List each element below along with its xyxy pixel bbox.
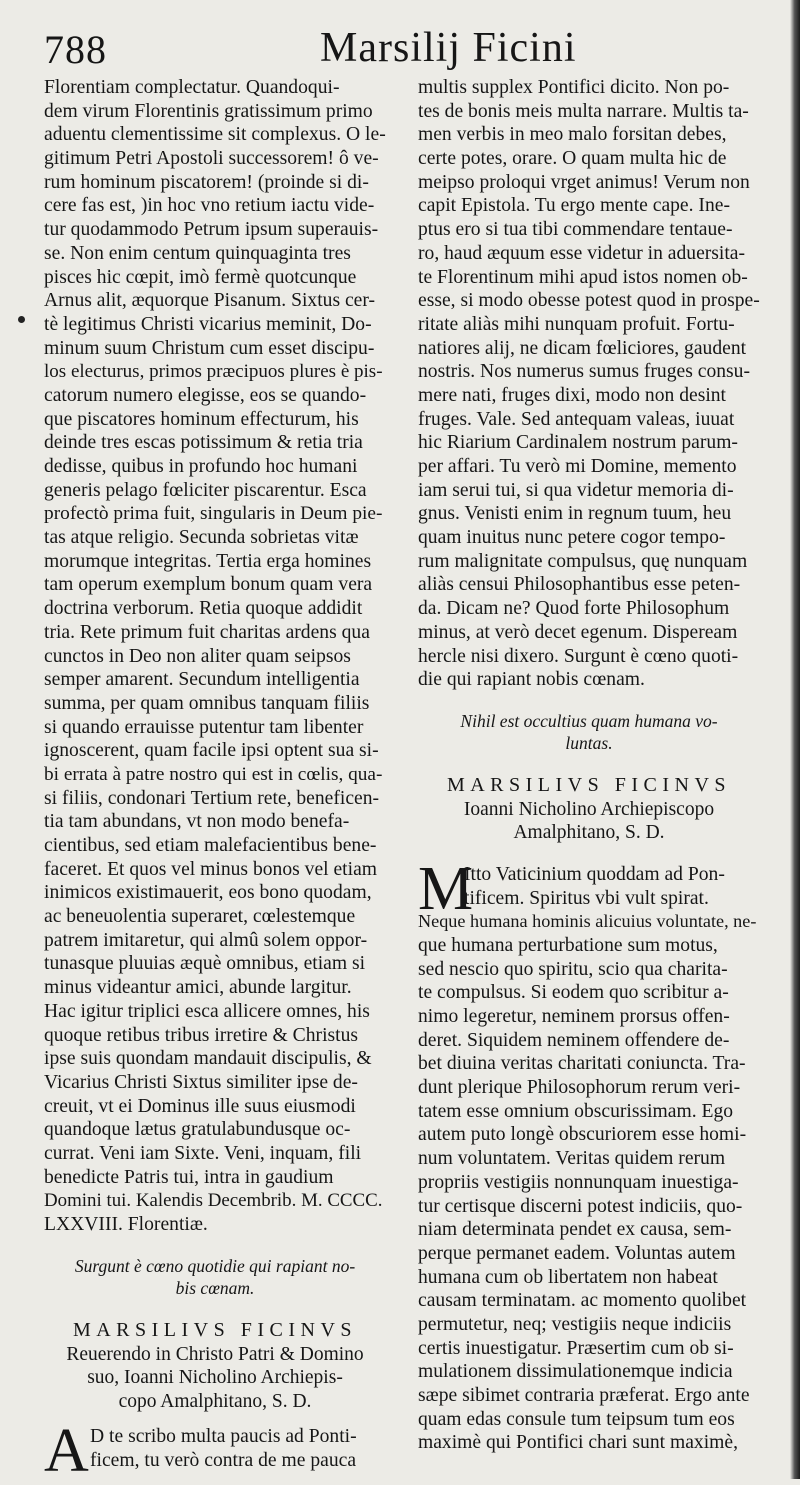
text-line: LXXVIII. Florentiæ.	[44, 1214, 208, 1235]
text-line: quam inuitus nunc petere cogor tempo-	[418, 527, 726, 549]
text-line: certis inuestigatur. Præsertim cum ob si-	[418, 1337, 734, 1359]
text-line: propriis vestigiis nonnunquam inuestiga-	[418, 1171, 739, 1193]
text-line: si quando errauisse putentur tam libenter	[44, 716, 364, 738]
address-line: Reuerendo in Christo Patri & Domino	[66, 1343, 364, 1365]
text-line: te Florentinum mihi apud istos nomen ob-	[418, 266, 748, 288]
text-line: faceret. Et quos vel minus bonos vel etiam	[44, 858, 378, 880]
text-line: generis pelago fœliciter piscarentur. Esca	[44, 479, 367, 501]
text-line: summa, per quam omnibus tanquam filiis	[44, 692, 370, 714]
text-line: Itto Vaticinium quoddam ad Pon-	[464, 863, 725, 885]
text-line: Neque humana hominis alicuius voluntate, ne-	[418, 911, 757, 932]
text-line: quam edas consule tum teipsum tum eos	[418, 1408, 735, 1430]
text-line: minus videantur amici, abunde largitur.	[44, 977, 352, 999]
spacer	[418, 692, 760, 710]
address-line: Amalphitano, S. D.	[513, 822, 665, 844]
text-line: autem puto longè obscuriorem esse homi-	[418, 1124, 747, 1146]
text-line: bet diuina veritas charitati coniuncta. Tra-	[418, 1053, 746, 1075]
text-line: hic Riarium Cardinalem nostrum parum-	[418, 432, 738, 454]
page-number: 788	[44, 27, 107, 72]
text-line: da. Dicam ne? Quod forte Philosophum	[418, 598, 730, 620]
address-line: suo, Ioanni Nicholino Archiepis-	[87, 1367, 343, 1389]
text-line: tur quodammodo Petrum ipsum superauis-	[44, 219, 379, 241]
running-head: Marsilij Ficini	[320, 25, 577, 71]
text-line: te compulsus. Si eodem quo scribitur a-	[418, 982, 729, 1004]
text-line: catorum numero elegisse, eos se quando-	[44, 384, 367, 406]
text-line: capit Epistola. Tu ergo mente cape. Ine-	[418, 195, 730, 217]
text-line: quoque retibus tribus irretire & Christus	[44, 1024, 358, 1046]
text-line: fruges. Vale. Sed antequam valeas, iuuat	[418, 408, 735, 430]
right-motto	[418, 710, 760, 754]
motto-line: Nihil est occultius quam humana vo-	[460, 710, 718, 731]
text-line: doctrina verborum. Retia quoque addidit	[44, 598, 363, 620]
text-line: tes de bonis meis multa narrare. Multis ta-	[418, 100, 749, 122]
left-column	[44, 76, 386, 1485]
text-line: currat. Veni iam Sixte. Veni, inquam, fili	[44, 1142, 362, 1164]
letter-opening	[418, 854, 760, 1455]
text-line: maximè qui Pontifici chari sunt maximè,	[418, 1432, 738, 1454]
text-line: tria. Rete primum fuit charitas ardens qua	[44, 621, 370, 643]
text-line: semper amarent. Secundum intelligentia	[44, 669, 360, 691]
text-line: causam terminatam. ac momento quolibet	[418, 1290, 747, 1312]
address-line: Ioanni Nicholino Archiepiscopo	[463, 798, 715, 820]
text-line: ptus ero si tua tibi commendare tentaue-	[418, 219, 733, 241]
text-line: morumque integritas. Tertia erga homines	[44, 550, 372, 572]
text-line: dem virum Florentinis gratissimum primo	[44, 100, 373, 122]
text-line: minum suum Christum cum esset discipu-	[44, 337, 375, 359]
text-line: que piscatores hominum effecturum, his	[44, 408, 359, 430]
text-line: pisces hic cœpit, imò fermè quotcunque	[44, 266, 357, 288]
text-line: ac beneuolentia superaret, cœlestemque	[44, 906, 356, 928]
text-line: nostris. Nos numerus sumus fruges consu-	[418, 361, 750, 383]
text-line: tam operum exemplum bonum quam vera	[44, 574, 373, 596]
text-line: creuit, vt ei Dominus ille suus eiusmodi	[44, 1095, 356, 1117]
page-edge-shadow	[790, 0, 800, 1479]
text-line: esse, si modo obesse potest quod in prospe-	[418, 290, 760, 312]
text-line: dunt plerique Philosophorum rerum veri-	[418, 1077, 741, 1099]
text-line: niam determinata pendet ex causa, sem-	[418, 1219, 732, 1241]
text-line: Hac igitur triplici esca allicere omnes, his	[44, 1000, 370, 1022]
text-line: minus, at verò decet egenum. Dispeream	[418, 621, 738, 643]
text-line: tunasque pluuias æquè omnibus, etiam si	[44, 953, 366, 975]
text-line: si filiis, condonari Tertium rete, beneficen-	[44, 787, 380, 809]
text-line: aduentu clementissime sit complexus. O le-	[44, 124, 386, 146]
text-line: die qui rapiant nobis cœnam.	[418, 669, 645, 691]
text-line: tè legitimus Christi vicarius meminit, Do-	[44, 313, 372, 335]
text-line: tas atque religio. Secunda sobrietas vitæ	[44, 527, 359, 549]
text-line: benedicte Patris tui, intra in gaudium	[44, 1166, 334, 1188]
text-line: se. Non enim centum quinquaginta tres	[44, 242, 351, 264]
text-line: Domini tui. Kalendis Decembrib. M. CCCC.	[44, 1190, 383, 1212]
text-line: bi errata à patre nostro qui est in cœlis, qua-	[44, 763, 383, 785]
letter-sender: MARSILIVS FICINVS	[72, 1318, 358, 1341]
text-line: cunctos in Deo non aliter quam seipsos	[44, 645, 351, 667]
letter-sender: MARSILIVS FICINVS	[446, 773, 732, 796]
drop-cap: A	[44, 1417, 89, 1485]
text-line: natiores alij, ne dicam fœliciores, gaudent	[418, 337, 747, 359]
text-line: tatem esse omnium obscurissimam. Ego	[418, 1100, 734, 1122]
text-line: ipse suis quondam mandauit discipulis, &	[44, 1048, 372, 1070]
text-line: deinde tres escas potissimum & retia tria	[44, 432, 363, 454]
text-line: inimicos existimauerit, eos bono quodam,	[44, 882, 372, 904]
text-line: cientibus, sed etiam malefacientibus bene-	[44, 835, 377, 856]
text-line: los electurus, primos præcipuos plures è pis-	[44, 361, 383, 383]
spacer	[418, 754, 760, 772]
text-line: cere fas est, )in hoc vno retium iactu vide-	[44, 195, 375, 217]
spacer	[44, 1299, 386, 1317]
text-line: nimo legeretur, neminem prorsus offen-	[418, 1006, 730, 1027]
motto-line: luntas.	[565, 732, 613, 753]
letter-opening	[44, 1417, 386, 1485]
left-motto	[44, 1255, 386, 1299]
address-line: copo Amalphitano, S. D.	[118, 1390, 312, 1412]
drop-cap: M	[418, 854, 474, 923]
left-body-text	[44, 76, 386, 1237]
motto-line: bis cœnam.	[175, 1277, 255, 1298]
text-line: patrem imitaretur, qui almû solem oppor-	[44, 929, 368, 951]
text-line: D te scribo multa paucis ad Ponti-	[90, 1426, 357, 1448]
text-line: num voluntatem. Veritas quidem rerum	[418, 1148, 726, 1170]
motto-line: Surgunt è cœno quotidie qui rapiant no-	[74, 1255, 356, 1276]
text-line: quandoque lætus gratulabundusque oc-	[44, 1119, 351, 1141]
text-line: rum hominum piscatorem! (proinde si di-	[44, 171, 369, 193]
text-line: sed nescio quo spiritu, scio qua charita-	[418, 958, 728, 980]
text-line: humana cum ob libertatem non habeat	[418, 1266, 718, 1288]
text-line: Florentiam complectatur. Quandoqui-	[44, 77, 340, 98]
text-line: sæpe sibimet contraria præferat. Ergo ante	[418, 1385, 750, 1406]
text-line: rum malignitate compulsus, quę nunquam	[418, 550, 748, 572]
text-line: ritate aliàs mihi nunquam profuit. Fortu-	[418, 313, 735, 335]
text-line: mulationem dissimulationemque indicia	[418, 1361, 733, 1383]
text-line: iam serui tui, si qua videtur memoria di-	[418, 479, 734, 501]
text-line: mere nati, fruges dixi, modo non desint	[418, 384, 726, 406]
text-line: multis supplex Pontifici dicito. Non po-	[418, 77, 730, 98]
text-line: tur certisque discerni potest indiciis, quo-	[418, 1195, 743, 1217]
text-line: ro, haud æquum esse videtur in aduersita-	[418, 242, 746, 264]
text-line: certe potes, orare. O quam multa hic de	[418, 148, 727, 170]
right-column	[418, 76, 760, 1455]
spacer	[44, 1413, 386, 1425]
text-line: permutetur, neq; vestigiis neque indiciis	[418, 1313, 732, 1335]
text-line: Arnus alit, æquorque Pisanum. Sixtus cer-	[44, 290, 376, 312]
letter-address	[44, 1343, 386, 1414]
text-line: perque permanet eadem. Voluntas autem	[418, 1242, 736, 1264]
letter-address	[418, 798, 760, 845]
text-line: ignoscerent, quam facile ipsi optent sua si-	[44, 740, 379, 762]
text-line: aliàs censui Philosophantibus esse peten-	[418, 574, 741, 596]
spacer	[44, 1237, 386, 1255]
text-line: Vicarius Christi Sixtus similiter ipse de-	[44, 1071, 358, 1093]
text-line: tia tam abundans, vt non modo benefa-	[44, 811, 350, 833]
text-line: tificem. Spiritus vbi vult spirat.	[464, 887, 709, 909]
text-line: profectò prima fuit, singularis in Deum pie-	[44, 503, 383, 525]
text-line: hercle nisi dixero. Surgunt è cœno quoti-	[418, 645, 739, 667]
text-line: ficem, tu verò contra de me pauca	[90, 1449, 357, 1471]
text-line: que humana perturbatione sum motus,	[418, 934, 718, 956]
text-line: gitimum Petri Apostoli successorem! ô ve-	[44, 148, 379, 170]
text-line: men verbis in meo malo forsitan debes,	[418, 124, 727, 146]
text-line: dedisse, quibus in profundo hoc humani	[44, 456, 358, 477]
text-line: per affari. Tu verò mi Domine, memento	[418, 456, 737, 477]
text-line: meipso proloqui vrget animus! Verum non	[418, 171, 750, 193]
right-body-text	[418, 76, 760, 692]
text-line: gnus. Venisti enim in regnum tuum, heu	[418, 503, 732, 525]
text-line: deret. Siquidem neminem offendere de-	[418, 1029, 730, 1051]
margin-mark	[18, 316, 25, 323]
